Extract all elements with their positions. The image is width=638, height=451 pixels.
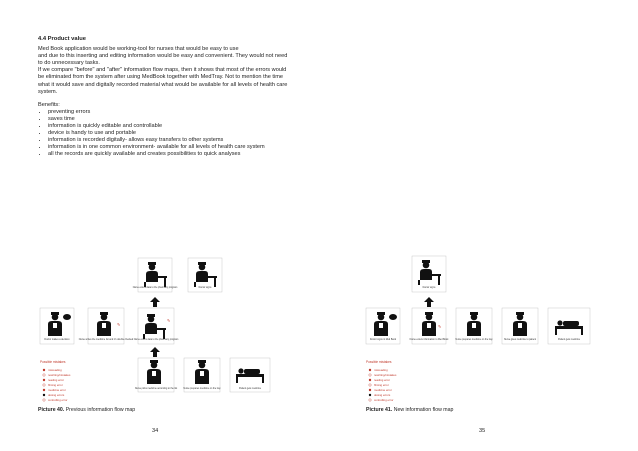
figure-caption: [366, 407, 453, 413]
legend-item: reading error: [48, 378, 65, 382]
page-number: 34: [152, 428, 159, 434]
arrow-up-icon: [150, 347, 160, 357]
paragraph-line: and due to this inserting and editing information would be easy and convenient. They would not need: [38, 53, 288, 60]
flow-step-label: Patient gets medicine: [239, 388, 261, 390]
legend-marker-icon: [43, 374, 45, 376]
legend-marker-icon: [43, 379, 45, 381]
error-mark-icon: ✎: [117, 322, 121, 327]
flow-step-label: Doctor signs: [198, 287, 212, 289]
legend-marker-icon: [43, 399, 45, 401]
paragraph-line: system.: [38, 88, 58, 95]
benefits-list: [38, 109, 288, 159]
legend-item: dosing errors: [374, 393, 391, 397]
caption-text: New information flow map: [392, 407, 454, 413]
legend-title: Possible mistakes: [366, 360, 392, 364]
flow-step-label: Doctor signs: [422, 287, 436, 289]
previous-flow-diagram: [0, 250, 319, 410]
speech-bubble-icon: [63, 314, 71, 320]
legend-marker-icon: [369, 389, 371, 391]
benefit-item: • all the records are quickly available and creates possibilities to quick analyses: [48, 151, 288, 158]
flow-step-label: Nurse prepares medicine on the tray: [183, 388, 221, 390]
paragraph-line: If we compare "before" and "after" information flow maps, then it shows that most of the errors would: [38, 67, 287, 74]
body-paragraph: [38, 46, 288, 96]
legend-item: controlling error: [374, 398, 394, 402]
flow-step-label: Nurse prepares medicine on the tray: [455, 339, 493, 341]
flow-step-label: Doctor makes a decision: [44, 339, 70, 341]
legend-marker-icon: [43, 384, 45, 386]
legend-marker-icon: [369, 369, 371, 371]
benefit-item: • information is quickly editable and controllable: [48, 123, 288, 130]
legend-item: medicine error: [374, 388, 392, 392]
benefit-item: • information is in one common environment- available for all levels of health care system: [48, 144, 288, 151]
flow-step-label: Nurse writes the medicine list and it's double checked: [78, 339, 134, 341]
flow-step-label: Patient gets medicine: [558, 339, 580, 341]
error-mark-icon: ✎: [167, 318, 171, 323]
page-number: 35: [479, 428, 486, 434]
flow-step-label: Nurse enters data to the pharmacy program: [132, 287, 178, 289]
arrow-up-icon: [150, 297, 160, 307]
legend-item: rewriting/mistakes: [374, 373, 397, 377]
mistakes-legend: [366, 360, 397, 402]
caption-label: Picture 41.: [366, 407, 393, 413]
benefits-title: Benefits:: [38, 101, 60, 108]
arrow-up-icon: [424, 297, 434, 307]
flow-step-label: Nurse gives medicine to patient: [503, 339, 537, 341]
flow-step-label: Nurse enters data to the pharmacy program: [133, 339, 179, 341]
legend-marker-icon: [43, 394, 45, 396]
paragraph-line: be eliminated from the system after using MedBook together with MedTray. Not to mention the time: [38, 74, 283, 81]
mistakes-legend: [40, 360, 71, 402]
caption-text: Previous information flow map: [64, 407, 136, 413]
legend-marker-icon: [43, 389, 45, 391]
benefit-item: • preventing errors: [48, 109, 288, 116]
legend-marker-icon: [369, 399, 371, 401]
flow-step-label: Doctor signs in Med Book: [369, 339, 397, 341]
section-heading: 4.4 Product value: [38, 36, 87, 42]
legend-item: reading error: [374, 378, 391, 382]
legend-marker-icon: [369, 394, 371, 396]
legend-item: misreading: [48, 368, 62, 372]
legend-title: Possible mistakes: [40, 360, 66, 364]
product-value-section: [38, 36, 288, 159]
benefit-item: • information is recorded digitally- allows easy transfers to other systems: [48, 137, 288, 144]
benefit-item: • device is handy to use and portable: [48, 130, 288, 137]
legend-item: filming error: [48, 383, 63, 387]
new-flow-diagram: [319, 250, 638, 410]
flow-step-label: Nurse picks medicine according to the list: [134, 388, 178, 390]
benefit-item: • saves time: [48, 116, 288, 123]
right-page: [319, 0, 638, 451]
legend-marker-icon: [369, 374, 371, 376]
legend-item: filming error: [374, 383, 389, 387]
legend-item: rewriting/mistakes: [48, 373, 71, 377]
legend-marker-icon: [369, 379, 371, 381]
legend-item: controlling error: [48, 398, 68, 402]
legend-item: misreading: [374, 368, 388, 372]
error-mark-icon: ✎: [438, 324, 442, 329]
legend-marker-icon: [369, 384, 371, 386]
paragraph-line: what it would save and digitally recorded material what would be available for all levels of health care: [38, 81, 288, 88]
speech-bubble-icon: [389, 314, 397, 320]
caption-label: Picture 40.: [38, 407, 65, 413]
legend-item: dosing errors: [48, 393, 65, 397]
paragraph-line: to do unnecessary tasks.: [38, 60, 100, 67]
legend-marker-icon: [43, 369, 45, 371]
figure-caption: [38, 407, 135, 413]
legend-item: medicine error: [48, 388, 66, 392]
flow-step-label: Nurse enters information to Med Book: [409, 339, 449, 341]
paragraph-line: Med Book application would be working-tool for nurses that would be easy to use: [38, 46, 239, 53]
